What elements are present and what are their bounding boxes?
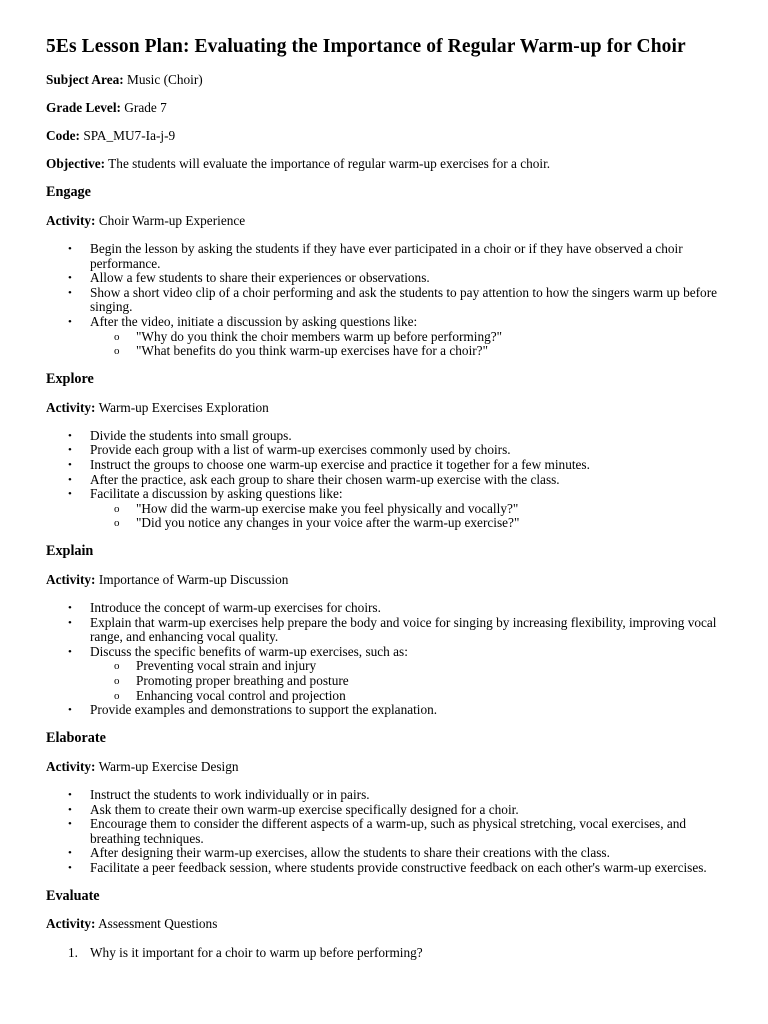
- list-item: [46, 803, 726, 818]
- elaborate-list: [46, 788, 726, 876]
- section-heading-evaluate: Evaluate: [46, 887, 100, 904]
- bullet-icon: •: [68, 473, 72, 486]
- bullet-icon: •: [68, 847, 72, 860]
- list-item-text: Encourage them to consider the different aspects of a warm-up, such as physical stretching, vocal exercises, and breathing techniques.: [90, 816, 687, 846]
- list-item: [46, 315, 726, 359]
- evaluate-activity: [46, 917, 726, 932]
- document-page: [46, 36, 726, 960]
- list-item: [46, 487, 726, 531]
- engage-sub-list: [90, 330, 726, 359]
- list-item-text: Discuss the specific benefits of warm-up exercises, such as:: [90, 643, 408, 659]
- list-item-text: Facilitate a peer feedback session, where students provide constructive feedback on each other's warm-up exercises.: [90, 859, 707, 875]
- bullet-icon: •: [68, 861, 72, 874]
- list-item: [46, 616, 726, 645]
- list-item-text: Provide each group with a list of warm-up exercises commonly used by choirs.: [90, 442, 511, 458]
- sub-bullet-icon: o: [114, 675, 120, 688]
- explain-activity-name: Importance of Warm-up Discussion: [98, 571, 289, 587]
- list-item: [46, 817, 726, 846]
- list-item: [46, 286, 726, 315]
- code-label: Code:: [46, 128, 80, 144]
- evaluate-activity-name: Assessment Questions: [98, 916, 218, 932]
- list-item-text: Allow a few students to share their experiences or observations.: [90, 270, 430, 286]
- list-item-text: Instruct the students to work individually or in pairs.: [90, 786, 370, 802]
- sub-list-item: [90, 674, 726, 689]
- list-item-text: Explain that warm-up exercises help prepare the body and voice for singing by increasing flexibility, improving vocal range, and enhancing vocal quality.: [90, 614, 717, 645]
- list-item: [46, 443, 726, 458]
- grade-level-label: Grade Level:: [46, 100, 121, 116]
- list-item-text: Begin the lesson by asking the students if they have ever participated in a choir or if they have observed a choir performance.: [90, 240, 683, 271]
- section-heading-explore: Explore: [46, 371, 94, 388]
- list-item: [46, 846, 726, 861]
- bullet-icon: •: [68, 242, 72, 255]
- subject-area-value: Music (Choir): [127, 72, 203, 87]
- code-value: SPA_MU7-Ia-j-9: [83, 128, 176, 144]
- list-item: [46, 473, 726, 488]
- explore-activity-name: Warm-up Exercises Exploration: [98, 399, 269, 415]
- list-item-text: Facilitate a discussion by asking questions like:: [90, 486, 343, 502]
- list-item-text: Ask them to create their own warm-up exercise specifically designed for a choir.: [90, 801, 519, 817]
- list-item: [46, 601, 726, 616]
- numbered-item-text: Why is it important for a choir to warm up before performing?: [90, 944, 423, 960]
- grade-level: [46, 101, 726, 116]
- elaborate-activity-name: Warm-up Exercise Design: [98, 758, 239, 774]
- numbered-item: [46, 946, 726, 961]
- bullet-icon: •: [68, 818, 72, 831]
- explore-list: [46, 429, 726, 531]
- list-item: [46, 242, 726, 271]
- bullet-icon: •: [68, 645, 72, 658]
- list-item: [46, 861, 726, 876]
- list-item: [46, 458, 726, 473]
- bullet-icon: •: [68, 286, 72, 299]
- evaluate-list: [46, 946, 726, 961]
- sub-list-item: [90, 502, 726, 517]
- sub-list-item: [90, 516, 726, 531]
- bullet-icon: •: [68, 616, 72, 629]
- bullet-icon: •: [68, 272, 72, 285]
- list-item-text: After the video, initiate a discussion by asking questions like:: [90, 313, 418, 329]
- list-item: [46, 703, 726, 718]
- explore-sub-list: [90, 502, 726, 531]
- list-item-text: Provide examples and demonstrations to support the explanation.: [90, 702, 438, 718]
- bullet-icon: •: [68, 488, 72, 501]
- section-heading-elaborate: Elaborate: [46, 730, 106, 747]
- objective: [46, 157, 726, 172]
- grade-level-value: Grade 7: [124, 100, 167, 116]
- sub-list-item: [90, 689, 726, 704]
- code: [46, 129, 726, 144]
- list-item: [46, 645, 726, 703]
- list-item-text: Divide the students into small groups.: [90, 427, 292, 443]
- bullet-icon: •: [68, 803, 72, 816]
- activity-label: Activity:: [46, 758, 96, 774]
- list-item-text: Introduce the concept of warm-up exercises for choirs.: [90, 600, 381, 616]
- section-heading-explain: Explain: [46, 543, 94, 560]
- section-heading-engage: Engage: [46, 184, 91, 201]
- subject-area: [46, 73, 726, 88]
- bullet-icon: •: [68, 444, 72, 457]
- sub-bullet-icon: o: [114, 502, 120, 515]
- engage-activity: [46, 214, 726, 229]
- list-item: [46, 271, 726, 286]
- engage-list: [46, 242, 726, 359]
- sub-bullet-icon: o: [114, 330, 120, 343]
- sub-list-item-text: Enhancing vocal control and projection: [136, 687, 346, 703]
- activity-label: Activity:: [46, 916, 96, 932]
- explain-list: [46, 601, 726, 718]
- page-title: 5Es Lesson Plan: Evaluating the Importance of Regular Warm-up for Choir: [46, 36, 686, 57]
- sub-list-item: [90, 330, 726, 345]
- sub-bullet-icon: o: [114, 517, 120, 530]
- sub-list-item: [90, 659, 726, 674]
- sub-list-item-text: "How did the warm-up exercise make you feel physically and vocally?": [136, 500, 519, 516]
- list-item: [46, 429, 726, 444]
- elaborate-activity: [46, 760, 726, 775]
- bullet-icon: •: [68, 704, 72, 717]
- sub-bullet-icon: o: [114, 345, 120, 358]
- list-item-text: Show a short video clip of a choir performing and ask the students to pay attention to how the singers warm up before singing.: [90, 284, 718, 315]
- list-item-text: Instruct the groups to choose one warm-up exercise and practice it together for a few minutes.: [90, 457, 590, 472]
- sub-bullet-icon: o: [114, 660, 120, 673]
- bullet-icon: •: [68, 788, 72, 801]
- list-item-text: After the practice, ask each group to share their chosen warm-up exercise with the class.: [90, 471, 560, 487]
- sub-list-item-text: Preventing vocal strain and injury: [136, 658, 317, 674]
- sub-list-item-text: "Why do you think the choir members warm up before performing?": [136, 328, 503, 344]
- explore-activity: [46, 401, 726, 416]
- sub-bullet-icon: o: [114, 689, 120, 702]
- list-item: [46, 788, 726, 803]
- sub-list-item-text: "Did you notice any changes in your voice after the warm-up exercise?": [136, 515, 520, 531]
- item-number: 1.: [68, 944, 78, 960]
- bullet-icon: •: [68, 602, 72, 615]
- activity-label: Activity:: [46, 399, 96, 415]
- bullet-icon: •: [68, 315, 72, 328]
- list-item-text: After designing their warm-up exercises, allow the students to share their creations with the class.: [90, 845, 610, 861]
- explain-activity: [46, 573, 726, 588]
- activity-label: Activity:: [46, 571, 96, 587]
- objective-label: Objective:: [46, 156, 106, 172]
- bullet-icon: •: [68, 429, 72, 442]
- subject-area-label: Subject Area:: [46, 72, 124, 87]
- sub-list-item-text: Promoting proper breathing and posture: [136, 673, 349, 689]
- explain-sub-list: [90, 659, 726, 703]
- sub-list-item-text: "What benefits do you think warm-up exercises have for a choir?": [136, 343, 489, 359]
- sub-list-item: [90, 344, 726, 359]
- activity-label: Activity:: [46, 212, 96, 228]
- objective-value: The students will evaluate the importance of regular warm-up exercises for a choir.: [108, 156, 551, 172]
- engage-activity-name: Choir Warm-up Experience: [98, 212, 246, 228]
- bullet-icon: •: [68, 459, 72, 471]
